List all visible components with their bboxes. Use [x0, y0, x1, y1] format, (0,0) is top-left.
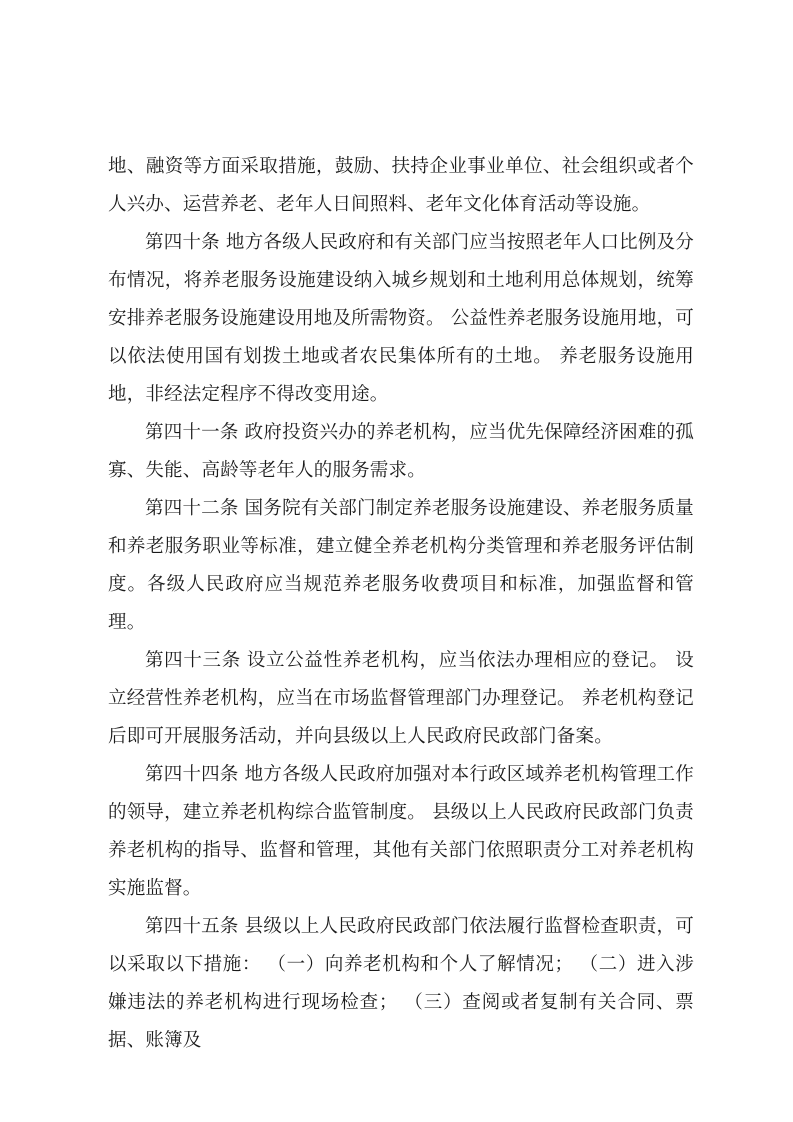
article-number: 第四十二条	[145, 498, 239, 519]
paragraph-text: 地方各级人民政府加强对本行政区域养老机构管理工作的领导，建立养老机构综合监管制度。 县级以上人民政府民政部门负责养老机构的指导、监督和管理，其他有关部门依照职责分工对养老机构实施监督。	[108, 764, 694, 899]
article-40	[108, 224, 694, 414]
article-44	[108, 756, 694, 908]
article-41	[108, 414, 694, 490]
paragraph-text: 设立公益性养老机构，应当依法办理相应的登记。 设立经营性养老机构，应当在市场监督管理部门办理登记。 养老机构登记后即可开展服务活动，并向县级以上人民政府民政部门备案。	[108, 650, 694, 747]
article-number: 第四十条	[145, 232, 220, 253]
paragraph-continuation	[108, 148, 694, 224]
paragraph-text: 地、融资等方面采取措施，鼓励、扶持企业事业单位、社会组织或者个人兴办、运营养老、老年人日间照料、老年文化体育活动等设施。	[108, 156, 694, 215]
article-number: 第四十五条	[145, 916, 239, 937]
paragraph-text: 政府投资兴办的养老机构，应当优先保障经济困难的孤寡、失能、高龄等老年人的服务需求。	[108, 422, 694, 481]
article-number: 第四十三条	[145, 650, 241, 671]
document-page	[108, 148, 694, 1060]
article-number: 第四十四条	[145, 764, 239, 785]
article-45	[108, 908, 694, 1060]
article-43	[108, 642, 694, 756]
paragraph-text: 县级以上人民政府民政部门依法履行监督检查职责，可以采取以下措施： （一）向养老机构和个人了解情况； （二）进入涉嫌违法的养老机构进行现场检查； （三）查阅或者复制有关合同、票据、账簿及	[108, 916, 694, 1051]
paragraph-text: 地方各级人民政府和有关部门应当按照老年人口比例及分布情况，将养老服务设施建设纳入城乡规划和土地利用总体规划，统筹安排养老服务设施建设用地及所需物资。 公益性养老服务设施用地，可以依法使用国有划拨土地或者农民集体所有的土地。 养老服务设施用地，非经法定程序不得改变用途。	[108, 232, 694, 405]
paragraph-text: 国务院有关部门制定养老服务设施建设、养老服务质量和养老服务职业等标准，建立健全养老机构分类管理和养老服务评估制度。各级人民政府应当规范养老服务收费项目和标准，加强监督和管理。	[108, 498, 694, 633]
article-42	[108, 490, 694, 642]
article-number: 第四十一条	[145, 422, 239, 443]
